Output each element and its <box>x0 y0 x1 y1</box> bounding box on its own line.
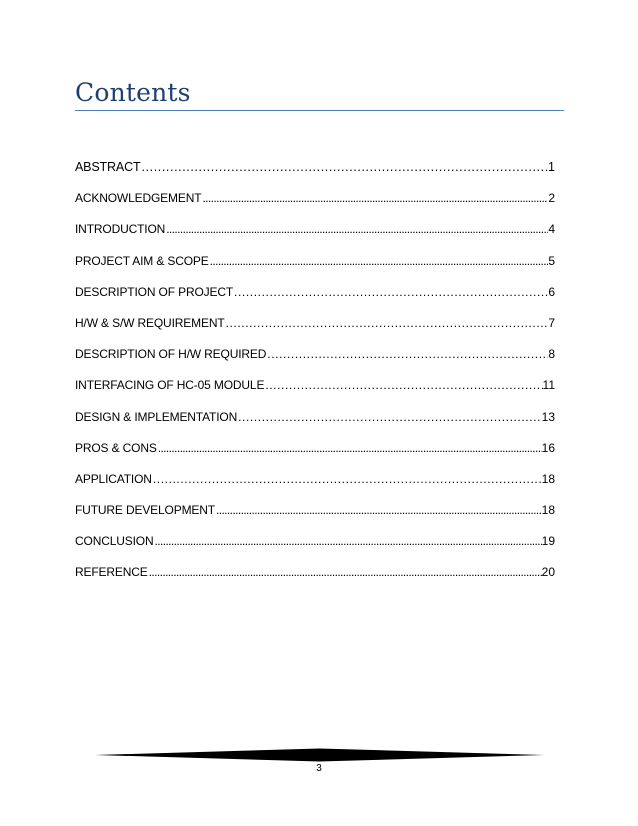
toc-dot-leader <box>215 502 542 518</box>
toc-entry-title: H/W & S/W REQUIREMENT <box>75 315 225 330</box>
toc-entry-acknowledgement[interactable] <box>75 190 555 221</box>
toc-entry-project-aim-scope[interactable] <box>75 253 555 284</box>
toc-entry-page: 18 <box>541 503 555 518</box>
toc-entry-page: 18 <box>541 471 555 486</box>
toc-entry-title: DESIGN & IMPLEMENTATION <box>75 409 238 424</box>
toc-entry-title: ACKNOWLEDGEMENT <box>75 191 202 206</box>
toc-entry-reference[interactable] <box>75 564 555 595</box>
toc-entry-title: ABSTRACT <box>75 160 141 174</box>
toc-entry-page: 2 <box>548 191 555 206</box>
toc-entry-title: APPLICATION <box>75 471 152 486</box>
toc-entry-page: 8 <box>548 347 555 362</box>
toc-dot-leader <box>154 533 542 549</box>
toc-entry-page: 16 <box>541 440 555 455</box>
toc-dot-leader <box>237 409 542 425</box>
toc-entry-title: CONCLUSION <box>75 534 154 549</box>
toc-dot-leader <box>233 284 548 300</box>
toc-entry-page: 6 <box>548 284 555 299</box>
toc-entry-abstract[interactable] <box>75 159 555 190</box>
toc-entry-title: PROJECT AIM & SCOPE <box>75 253 209 268</box>
toc-dot-leader <box>140 159 548 175</box>
toc-entry-page: 13 <box>541 409 555 424</box>
toc-entry-interfacing-hc05[interactable] <box>75 377 555 408</box>
toc-entry-title: PROS & CONS <box>75 440 157 455</box>
toc-entry-description-of-project[interactable] <box>75 284 555 315</box>
toc-dot-leader <box>266 346 548 362</box>
toc-entry-application[interactable] <box>75 471 555 502</box>
heading-underline <box>75 110 564 111</box>
toc-dot-leader <box>152 471 542 487</box>
toc-entry-future-development[interactable] <box>75 502 555 533</box>
toc-dot-leader <box>157 440 542 456</box>
toc-dot-leader <box>165 221 548 237</box>
footer-divider <box>95 748 544 762</box>
toc-entry-introduction[interactable] <box>75 221 555 252</box>
toc-dot-leader <box>264 377 542 393</box>
page-number: 3 <box>316 763 322 774</box>
contents-heading: Contents <box>75 78 191 107</box>
toc-dot-leader <box>201 190 548 206</box>
toc-entry-page: 20 <box>541 565 555 580</box>
toc-entry-page: 7 <box>548 315 555 330</box>
toc-entry-design-implementation[interactable] <box>75 409 555 440</box>
toc-entry-title: INTRODUCTION <box>75 222 166 237</box>
toc-entry-title: REFERENCE <box>75 565 148 580</box>
toc-entry-conclusion[interactable] <box>75 533 555 564</box>
toc-entry-page: 4 <box>548 222 555 237</box>
toc-dot-leader <box>148 564 542 580</box>
toc-entry-title: DESCRIPTION OF H/W REQUIRED <box>75 347 267 362</box>
toc-entry-page: 5 <box>548 253 555 268</box>
toc-entry-page: 19 <box>541 534 555 549</box>
toc-entry-description-of-hw-required[interactable] <box>75 346 555 377</box>
toc-dot-leader <box>209 253 549 269</box>
toc-entry-pros-cons[interactable] <box>75 440 555 471</box>
toc-entry-hw-sw-requirement[interactable] <box>75 315 555 346</box>
toc-dot-leader <box>225 315 549 331</box>
toc-entry-title: FUTURE DEVELOPMENT <box>75 503 215 518</box>
table-of-contents <box>75 159 555 596</box>
toc-entry-page: 1 <box>548 160 555 174</box>
toc-entry-title: INTERFACING OF HC-05 MODULE <box>75 378 265 393</box>
toc-entry-page: 11 <box>542 378 555 393</box>
toc-entry-title: DESCRIPTION OF PROJECT <box>75 284 234 299</box>
